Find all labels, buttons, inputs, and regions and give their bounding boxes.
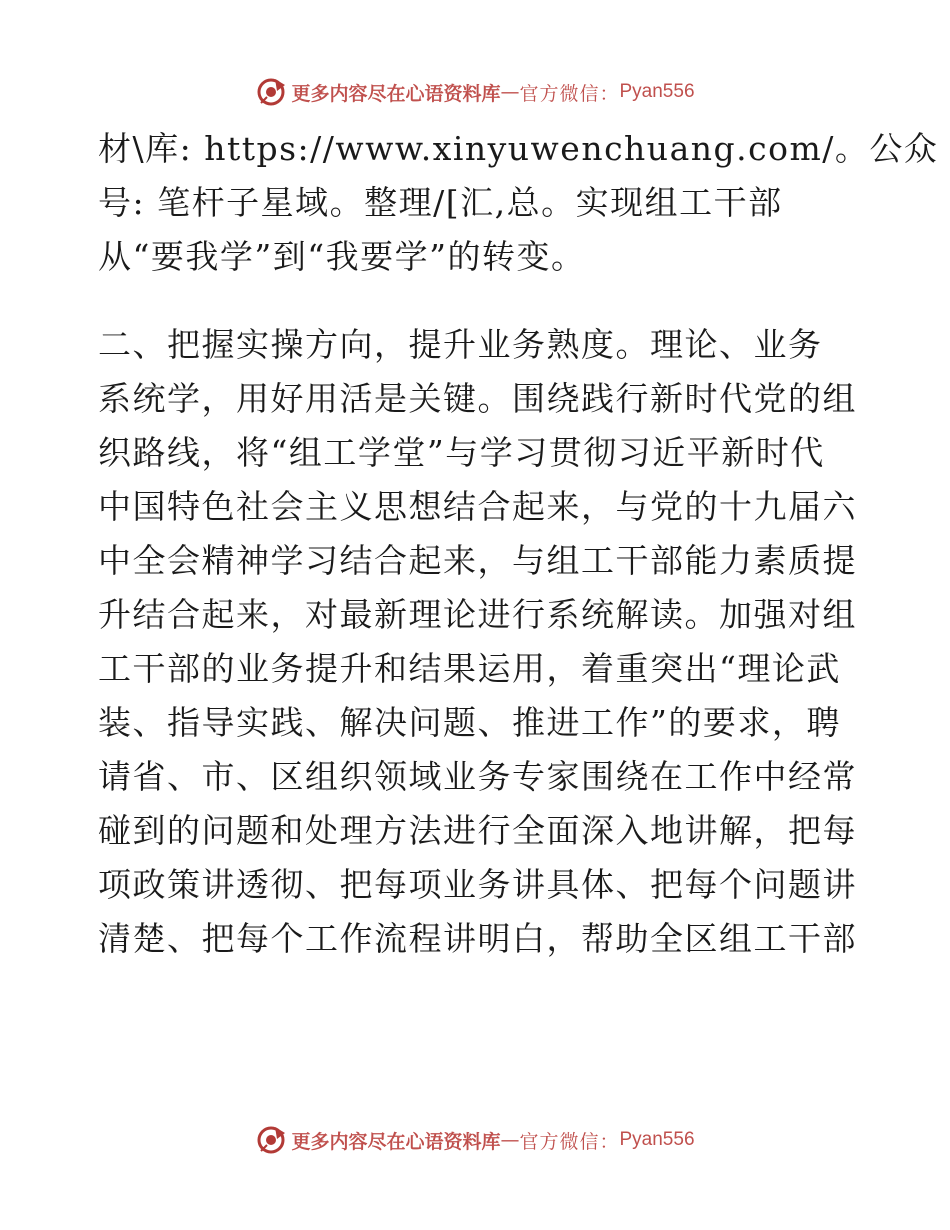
text-line: 系统学，用好用活是关键。围绕践行新时代党的组 bbox=[98, 379, 857, 418]
text-line: 中国特色社会主义思想结合起来，与党的十九届六 bbox=[98, 487, 857, 526]
footer-wechat-id: Pyan556 bbox=[619, 1129, 695, 1150]
text-line: 工干部的业务提升和结果运用，着重突出“理论武 bbox=[98, 649, 841, 688]
text-line: 装、指导实践、解决问题、推进工作”的要求，聘 bbox=[98, 703, 841, 742]
text-line: 号: 笔杆子星域。整理/[汇,总。实现组工干部 bbox=[98, 183, 783, 222]
footer-banner-text: 更多内容尽在心语资料库 bbox=[291, 1130, 501, 1153]
header-banner bbox=[0, 72, 950, 112]
footer-wechat-label: 官方微信： bbox=[519, 1130, 620, 1153]
pen-circle-logo-icon bbox=[255, 1123, 289, 1157]
document-body bbox=[98, 122, 939, 966]
paragraph-spacer bbox=[98, 284, 858, 318]
header-banner-separator: — bbox=[500, 81, 520, 103]
text-line: 请省、市、区组织领域业务专家围绕在工作中经常 bbox=[98, 757, 857, 796]
text-line: 材\库: https://www.xinyuwenchuang.com/。公众 bbox=[98, 129, 939, 168]
text-line: 升结合起来，对最新理论进行系统解读。加强对组 bbox=[98, 595, 857, 634]
header-wechat-id: Pyan556 bbox=[619, 81, 695, 102]
text-line: 项政策讲透彻、把每项业务讲具体、把每个问题讲 bbox=[98, 865, 857, 904]
paragraph-2 bbox=[98, 318, 858, 966]
text-line: 从“要我学”到“我要学”的转变。 bbox=[98, 237, 586, 276]
text-line: 织路线，将“组工学堂”与学习贯彻习近平新时代 bbox=[98, 433, 825, 472]
text-line: 二、把握实操方向，提升业务熟度。理论、业务 bbox=[98, 325, 823, 364]
paragraph-1 bbox=[98, 122, 939, 284]
footer-banner bbox=[0, 1120, 950, 1160]
text-line: 碰到的问题和处理方法进行全面深入地讲解，把每 bbox=[98, 811, 857, 850]
footer-banner-separator: — bbox=[500, 1129, 520, 1151]
header-wechat-label: 官方微信： bbox=[519, 82, 620, 105]
text-line: 清楚、把每个工作流程讲明白，帮助全区组工干部 bbox=[98, 919, 857, 958]
header-banner-text: 更多内容尽在心语资料库 bbox=[291, 82, 501, 105]
pen-circle-logo-icon bbox=[255, 75, 289, 109]
text-line: 中全会精神学习结合起来，与组工干部能力素质提 bbox=[98, 541, 857, 580]
